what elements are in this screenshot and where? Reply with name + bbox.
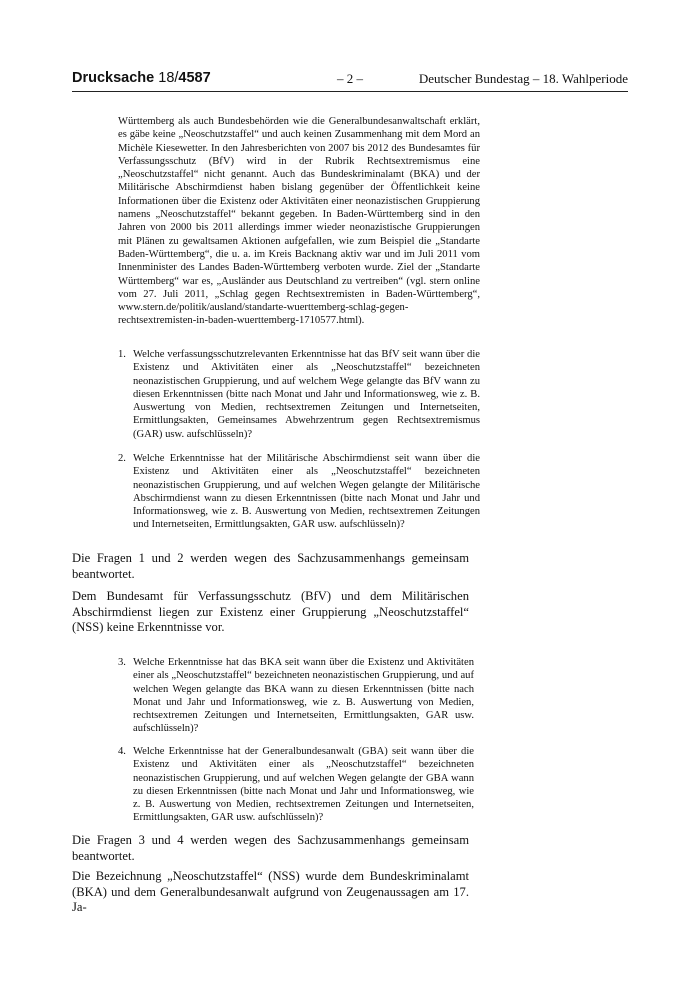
- doc-prefix: 18/: [158, 70, 179, 86]
- legislative-period: Deutscher Bundestag – 18. Wahlperiode: [418, 71, 628, 86]
- question-number: 2.: [118, 453, 126, 464]
- question-text: Welche verfassungsschutzrelevanten Erkenntnisse hat das BfV seit wann über die Existenz und Aktivitäten einer als „Neoschutzstaffel“ bezeichneten neonazistischen Gruppierung, und auf welchem Wege gelangte das BfV wann zu diesen Erkenntnissen (bitte nach Monat und Jahr und Informationsweg, wie z. B. Auswertung von Medien, rechtsextremen Zeitungen und Internetseiten, Ermittlungsakten, Gemeinsames Abwehrzentrum gegen Rechtsextremismus (GAR) usw. aufschlüsseln)?: [133, 349, 480, 440]
- question-2: [118, 452, 480, 532]
- header-rule: [72, 91, 628, 92]
- answer-paragraph-4: Die Bezeichnung „Neoschutzstaffel“ (NSS) wurde dem Bundeskriminalamt (BKA) und dem Generalbundesanwalt aufgrund von Zeugenaussagen am 17. Ja-: [72, 869, 469, 915]
- question-number: 1.: [118, 349, 126, 360]
- question-3: [118, 656, 474, 736]
- question-1: [118, 348, 480, 441]
- question-text: Welche Erkenntnisse hat der Generalbundesanwalt (GBA) seit wann über die Existenz und Aktivitäten einer als „Neoschutzstaffel“ bezeichneten neonazistischen Gruppierung, und auf welchen Wegen gelangte der GBA wann zu diesen Erkenntnissen (bitte nach Monat und Jahr und Informationsweg, wie z. B. Auswertung von Medien, rechtsextremen Zeitungen und Internetseiten, Ermittlungsakten, GAR usw. aufschlüsseln)?: [133, 746, 474, 824]
- doc-label: Drucksache: [72, 70, 155, 86]
- answer-paragraph-3: Die Fragen 3 und 4 werden wegen des Sachzusammenhangs gemeinsam beantwortet.: [72, 833, 469, 863]
- question-number: 3.: [118, 657, 126, 668]
- page-number: – 2 –: [337, 71, 363, 86]
- doc-number: 4587: [178, 70, 211, 86]
- question-text: Welche Erkenntnisse hat das BKA seit wann über die Existenz und Aktivitäten einer als „Neoschutzstaffel“ bezeichneten neonazistischen Gruppierung, und auf welchen Wegen gelangte das BKA wann zu diesen Erkenntnissen (bitte nach Monat und Jahr und Informationsweg, wie z. B. Auswertung von Medien, rechtsextremen Zeitungen und Internetseiten, Ermittlungsakten, GAR usw. aufschlüsseln)?: [133, 657, 474, 735]
- question-4: [118, 745, 474, 825]
- answer-paragraph-2: Dem Bundesamt für Verfassungsschutz (BfV) und dem Militärischen Abschirmdienst liegen zur Existenz einer Gruppierung „Neoschutzstaffel“ (NSS) keine Erkenntnisse vor.: [72, 589, 469, 635]
- intro-paragraph: Württemberg als auch Bundesbehörden wie die Generalbundesanwaltschaft erklärt, es gäbe keine „Neoschutzstaffel“ und auch keinen Zusammenhang mit dem Mord an Michèle Kiesewetter. In den Jahresberichten von 2007 bis 2012 des Bundesamtes für Verfassungsschutz (BfV) wird in der Rubrik Rechtsextremismus eine „Neoschutzstaffel“ nicht genannt. Auch das Bundeskriminalamt (BKA) und der Militärische Abschirmdienst haben bislang gegenüber der Öffentlichkeit keine Informationen über die Existenz oder Aktivitäten einer neonazistischen Gruppierung namens „Neoschutzstaffel“ bekannt gegeben. In Baden-Württemberg sind in den Jahren von 2000 bis 2011 allerdings immer wieder neonazistische Gruppierungen mit Plänen zu gewaltsamen Aktionen aufgefallen, wie zum Beispiel die „Standarte Baden-Württemberg“, die u. a. im Kreis Backnang aktiv war und im Juli 2011 vom Innenminister des Landes Baden-Württemberg verboten wurde. Ziel der „Standarte Württemberg“ war es, „Ausländer aus Deutschland zu vertreiben“ (vgl. stern online vom 27. Juli 2011, „Schlag gegen Rechtsextremisten in Baden-Württemberg“, www.stern.de/politik/ausland/standarte-wuerttemberg-schlag-gegen-rechtsextremisten-in-baden-wuerttemberg-1710577.html).: [118, 116, 480, 327]
- page-header: [72, 70, 628, 90]
- question-text: Welche Erkenntnisse hat der Militärische Abschirmdienst seit wann über die Existenz und Aktivitäten einer als „Neoschutzstaffel“ bezeichneten neonazistischen Gruppierung, und auf welchen Wegen gelangte der Militärische Abschirmdienst wann zu diesen Erkenntnissen (bitte nach Monat und Jahr und Informationsweg, wie z. B. Auswertung von Medien, rechtsextremen Zeitungen und Internetseiten, Ermittlungsakten, GAR usw. aufschlüsseln)?: [133, 453, 480, 531]
- answer-paragraph-1: Die Fragen 1 und 2 werden wegen des Sachzusammenhangs gemeinsam beantwortet.: [72, 551, 469, 581]
- question-number: 4.: [118, 746, 126, 757]
